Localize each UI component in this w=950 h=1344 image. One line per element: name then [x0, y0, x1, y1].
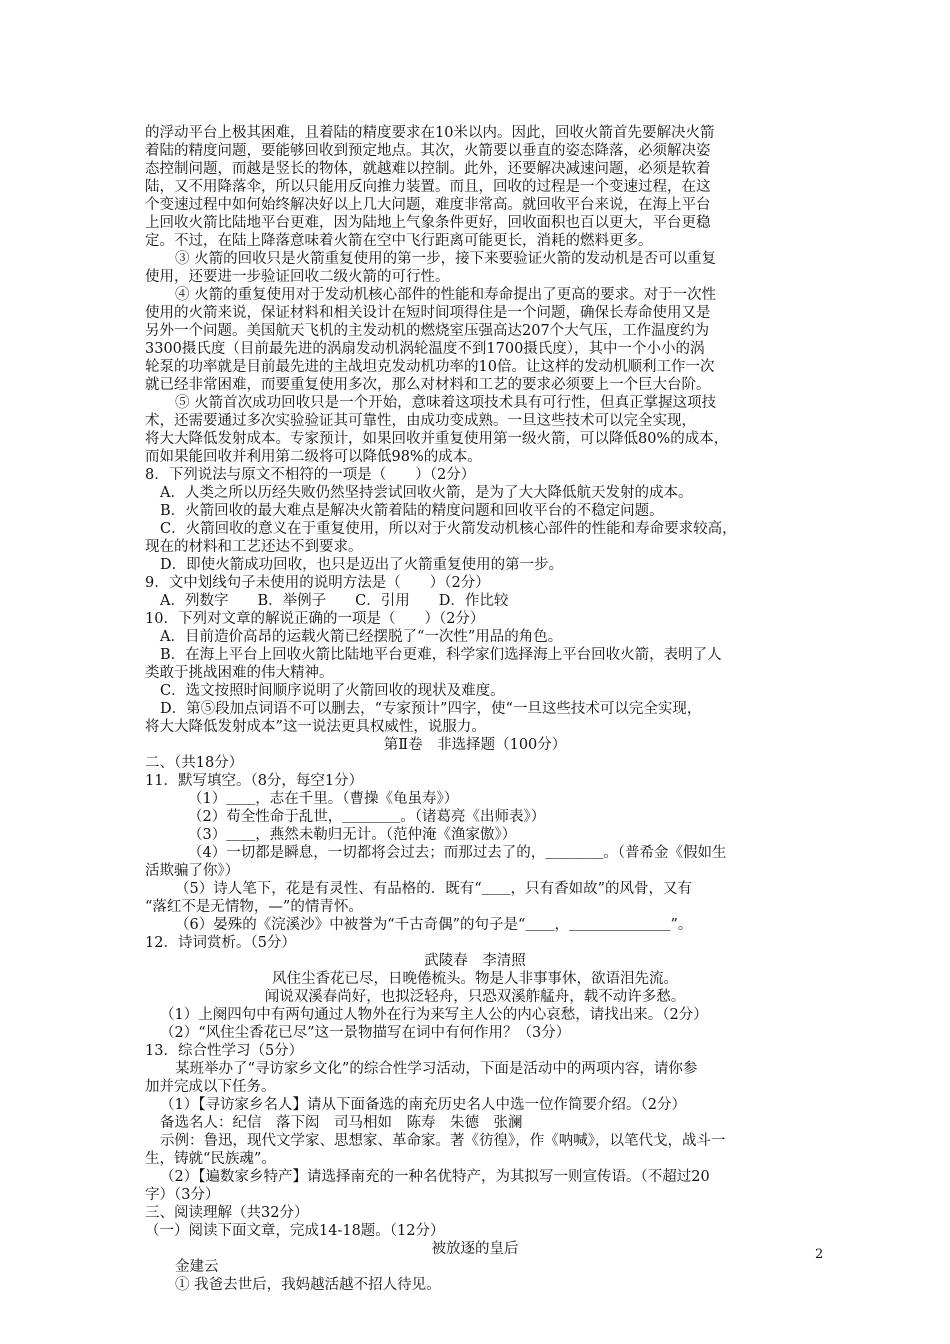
option-d: D．即使火箭成功回收，也只是迈出了火箭重复使用的第一步。 — [160, 557, 564, 573]
fill-item: （1）＿＿，志在千里。（曹操《龟虽寿》） — [188, 791, 459, 807]
text-line: 将大大降低发射成本”这一说法更具权威性，说服力。 — [145, 719, 486, 735]
poem-line: 风住尘香花已尽，日晚倦梳头。物是人非事事休，欲语泪先流。 — [272, 971, 678, 987]
text-line: ⑤ 火箭首次成功回收只是一个开始，意味着这项技术具有可行性，但真正掌握这项技 — [175, 395, 717, 411]
text-line: 着陆的精度问题，要能够回收到预定地点。其次，火箭要以垂直的姿态降落，必须解决姿 — [145, 143, 711, 159]
text-line: 使用，还要进一步验证回收二级火箭的可行性。 — [145, 269, 450, 285]
poem-title: 武陵春 李清照 — [424, 953, 526, 969]
sub-question: （2）【遍数家乡特产】请选择南充的一种名优特产，为其拟写一则宣传语。（不超过20 — [160, 1169, 710, 1185]
text-line: 就已经非常困难，而要重复使用多次，那么对材料和工艺的要求必须要上一个巨大台阶。 — [145, 377, 711, 393]
text-line: 活欺骗了你》） — [145, 863, 240, 879]
text-line: 生，铸就“民族魂”。 — [145, 1151, 276, 1167]
fill-item: （4）一切都是瞬息，一切都将会过去；而那过去了的，＿＿＿＿。（普希金《假如生 — [188, 845, 727, 861]
question-10: 10．下列对文章的解说正确的一项是（ ）（2分） — [145, 611, 485, 627]
option-a: A．人类之所以历经失败仍然坚持尝试回收火箭，是为了大大降低航天发射的成本。 — [160, 485, 693, 501]
option-b: B．在海上平台上回收火箭比陆地平台更难，科学家们选择海上平台回收火箭，表明了人 — [160, 647, 722, 663]
sub-question: （2）“风住尘香花已尽”这一景物描写在词中有何作用？（3分） — [160, 1025, 571, 1041]
text-line: 上回收火箭比陆地平台更难，因为陆地上气象条件更好，回收面积也百以更大，平台更稳 — [145, 215, 711, 231]
text-line: 使用的火箭来说，保证材料和相关设计在短时间项得住是一个问题，确保长寿命使用又是 — [145, 305, 711, 321]
text-line: 术，还需要通过多次实验验证其可靠性，由成功变成熟。一旦这些技术可以完全实现， — [145, 413, 696, 429]
text-line: 个变速过程中如何始终解决好以上几大问题，难度非常高。就回收平台来说，在海上平台 — [145, 197, 711, 213]
text-line: ① 我爸去世后，我妈越活越不招人待见。 — [175, 1277, 441, 1293]
article-author: 金建云 — [175, 1259, 219, 1275]
question-12: 12．诗词赏析。（5分） — [145, 935, 296, 951]
text-line: 示例：鲁迅，现代文学家、思想家、革命家。著《彷徨》，作《呐喊》，以笔代戈，战斗一 — [160, 1133, 726, 1149]
fill-item: （6）晏殊的《浣溪沙》中被誉为“千古奇偶”的句子是“＿＿，＿＿＿＿＿＿＿”。 — [175, 917, 693, 933]
fill-item: （5）诗人笔下，花是有灵性、有品格的．既有“＿＿，只有香如故”的风骨，又有 — [175, 881, 693, 897]
option-c: C．选文按照时间顺序说明了火箭回收的现状及难度。 — [160, 683, 505, 699]
options-9: A．列数字 B．举例子 C．引用 D．作比较 — [160, 593, 509, 609]
text-line: “落红不是无情物，—”的情青怀。 — [145, 899, 363, 915]
poem-line: 闻说双溪春尚好，也拟泛轻舟，只恐双溪舴艋舟，载不动许多愁。 — [264, 989, 686, 1005]
option-c: C．火箭回收的意义在于重复使用，所以对于火箭发动机核心部件的性能和寿命要求较高， — [160, 521, 737, 537]
text-line: 陆，又不用降落伞，所以只能用反向推力装置。而且，回收的过程是一个变速过程，在这 — [145, 179, 711, 195]
text-line: 某班举办了“寻访家乡文化”的综合性学习活动，下面是活动中的两项内容，请你参 — [175, 1061, 698, 1077]
section-title: 第Ⅱ卷 非选择题（100分） — [383, 737, 567, 753]
fill-item: （3）＿＿，燕然未勒归无计。（范仲淹《渔家傲》） — [188, 827, 517, 843]
question-11: 11．默写填空。（8分，每空1分） — [145, 773, 364, 789]
text-line: 3300摄氏度（目前最先进的涡扇发动机涡轮温度不到1700摄氏度），其中一个小小的涡 — [145, 341, 705, 357]
reading-instruction: （一）阅读下面文章，完成14-18题。（12分） — [145, 1223, 445, 1239]
text-line: 将大大降低发射成本。专家预计，如果回收并重复使用第一级火箭，可以降低80%的成本， — [145, 431, 729, 447]
text-line: 字）（3分） — [145, 1187, 220, 1203]
option-b: B．火箭回收的最大难点是解决火箭着陆的精度问题和回收平台的不稳定问题。 — [160, 503, 664, 519]
question-9: 9．文中划线句子未使用的说明方法是（ ）（2分） — [145, 575, 490, 591]
fill-item: （2）苟全性命于乱世，＿＿＿＿。（诸葛亮《出师表》） — [188, 809, 546, 825]
section-heading: 三、阅读理解（共32分） — [145, 1205, 309, 1221]
text-line: 现在的材料和工艺还达不到要求。 — [145, 539, 363, 555]
text-line: 态控制问题，而越是竖长的物体，就越难以控制。此外，还要解决减速问题，必须是软着 — [145, 161, 711, 177]
text-line: 的浮动平台上极其困难，且着陆的精度要求在10米以内。因此，回收火箭首先要解决火箭 — [145, 125, 715, 141]
text-line: 类敢于挑战困难的伟大精神。 — [145, 665, 334, 681]
option-a: A．目前造价高昂的运载火箭已经摆脱了“一次性”用品的角色。 — [160, 629, 563, 645]
question-13: 13．综合性学习（5分） — [145, 1043, 304, 1059]
text-line: 另外一个问题。美国航天飞机的主发动机的燃烧室压强高达207个大气压，工作温度约为 — [145, 323, 710, 339]
option-d: D．第⑤段加点词语不可以删去，“专家预计”四字，使“一旦这些技术可以完全实现， — [160, 701, 702, 717]
article-title: 被放逐的皇后 — [431, 1241, 519, 1257]
text-line: ③ 火箭的回收只是火箭重复使用的第一步，接下来要验证火箭的发动机是否可以重复 — [175, 251, 717, 267]
sub-question: （1）【寻访家乡名人】请从下面备选的南充历史名人中选一位作简要介绍。（2分） — [160, 1097, 686, 1113]
sub-question: （1）上阕四句中有两句通过人物外在行为来写主人公的内心哀愁，请找出来。（2分） — [160, 1007, 708, 1023]
question-8: 8．下列说法与原文不相符的一项是（ ）（2分） — [145, 467, 476, 483]
page-number: 2 — [815, 1247, 824, 1262]
text-line: 而如果能回收并利用第二级将可以降低98%的成本。 — [145, 449, 482, 465]
text-line: 定。不过，在陆上降落意味着火箭在空中飞行距离可能更长，消耗的燃料更多。 — [145, 233, 653, 249]
text-line: 备选名人：纪信 落下闳 司马相如 陈寿 朱德 张澜 — [160, 1115, 523, 1131]
text-line: 加并完成以下任务。 — [145, 1079, 276, 1095]
text-line: 轮泵的功率就是目前最先进的主战坦克发动机功率的10倍。让这样的发动机顺利工作一次 — [145, 359, 715, 375]
text-line: ④ 火箭的重复使用对于发动机核心部件的性能和寿命提出了更高的要求。对于一次性 — [175, 287, 717, 303]
section-heading: 二、（共18分） — [145, 755, 244, 771]
